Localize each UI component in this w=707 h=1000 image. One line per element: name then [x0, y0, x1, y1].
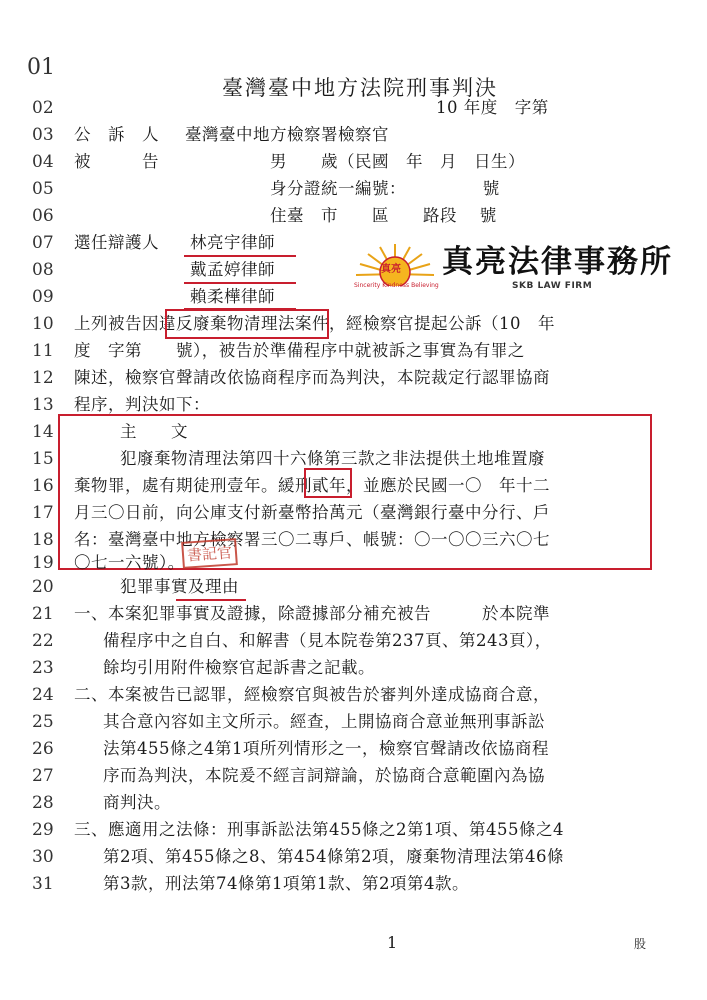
lawyer-2-underline — [184, 282, 296, 284]
line-number: 19 — [32, 553, 54, 573]
defendant-address: 住臺 市 區 路段 號 — [270, 206, 497, 225]
main-text-line-18: 名：臺灣臺中地方檢察署三〇二專戶、帳號：〇一〇〇三六〇七 — [74, 530, 550, 549]
line-number: 02 — [32, 98, 54, 118]
reasons-line-25: 其合意內容如主文所示。經查，上開協商合意並無刑事訴訟 — [103, 712, 545, 731]
line-number: 17 — [32, 503, 54, 523]
reasons-line-28: 商判決。 — [103, 793, 171, 812]
line-number: 31 — [32, 874, 54, 894]
page-code: 01 — [27, 55, 55, 80]
clerk-stamp: 書記官 — [181, 538, 238, 569]
main-text-line-17: 月三〇日前，向公庫支付新臺幣拾萬元（臺灣銀行臺中分行、戶 — [74, 503, 550, 522]
line-number: 05 — [32, 179, 54, 199]
firm-slogan: Sincerity Kindness Believing — [354, 282, 439, 289]
law-firm-logo — [350, 238, 680, 298]
case-number: 10 年度 字第 — [436, 98, 549, 117]
offense-highlight-box — [165, 309, 329, 339]
main-text-line-16-post: 貳年，並應於民國一〇 年十二 — [312, 476, 550, 495]
main-text-heading: 主 文 — [120, 422, 188, 441]
firm-name-en: SKB LAW FIRM — [512, 281, 593, 291]
reasons-line-26: 法第455條之4第1項所列情形之一，檢察官聲請改依協商程 — [103, 739, 549, 758]
intro-line-11: 度 字第 號），被告於準備程序中就被訴之事實為有罪之 — [74, 341, 525, 360]
line-number: 14 — [32, 422, 54, 442]
line-number: 21 — [32, 604, 54, 624]
reasons-line-27: 序而為判決，本院爰不經言詞辯論，於協商合意範圍內為協 — [103, 766, 545, 785]
intro-line-12: 陳述，檢察官聲請改依協商程序而為判決，本院裁定行認罪協商 — [74, 368, 550, 387]
line-number: 08 — [32, 260, 54, 280]
line-number: 16 — [32, 476, 54, 496]
logo-seal-text: 真亮 — [381, 264, 401, 275]
lawyer-3: 賴柔樺律師 — [190, 287, 275, 306]
reasons-line-31: 第3款，刑法第74條第1項第1款、第2項第4款。 — [103, 874, 469, 893]
reasons-heading: 犯罪事實及理由 — [120, 577, 239, 596]
line-number: 24 — [32, 685, 54, 705]
prosecutor-label: 公 訴 人 — [74, 125, 159, 144]
line-number: 22 — [32, 631, 54, 651]
probation-highlight: 緩刑 — [278, 476, 312, 495]
footer-division-mark: 股 — [634, 937, 647, 951]
defendant-id: 身分證統一編號： 號 — [270, 179, 500, 198]
line-number: 07 — [32, 233, 54, 253]
reasons-heading-underline — [176, 599, 246, 601]
line-number: 12 — [32, 368, 54, 388]
defendant-label: 被 告 — [74, 152, 159, 171]
intro-line-10-pre: 上列被告因 — [74, 314, 159, 333]
line-number: 13 — [32, 395, 54, 415]
line-number: 06 — [32, 206, 54, 226]
line-number: 09 — [32, 287, 54, 307]
reasons-line-21: 一、本案犯罪事實及證據，除證據部分補充被告 於本院準 — [74, 604, 550, 623]
line-number: 20 — [32, 577, 54, 597]
court-title: 臺灣臺中地方法院刑事判決 — [222, 76, 498, 100]
line-number: 04 — [32, 152, 54, 172]
offense-highlight: 違反廢棄物清理法 — [159, 314, 295, 333]
line-number: 28 — [32, 793, 54, 813]
prosecutor-name: 臺灣臺中地方檢察署檢察官 — [185, 125, 389, 144]
line-number: 27 — [32, 766, 54, 786]
line-number: 26 — [32, 739, 54, 759]
intro-line-10-post: 案件，經檢察官提起公訴（10 年 — [295, 314, 555, 333]
lawyer-2: 戴孟婷律師 — [190, 260, 275, 279]
reasons-line-23: 餘均引用附件檢察官起訴書之記載。 — [103, 658, 375, 677]
lawyer-1-underline — [184, 255, 296, 257]
intro-line-13: 程序，判決如下： — [74, 395, 210, 414]
lawyer-1: 林亮宇律師 — [190, 233, 275, 252]
line-number: 18 — [32, 530, 54, 550]
reasons-line-22: 備程序中之自白、和解書（見本院卷第237頁、第243頁）， — [103, 631, 552, 650]
line-number: 03 — [32, 125, 54, 145]
defense-label: 選任辯護人 — [74, 233, 159, 252]
line-number: 10 — [32, 314, 54, 334]
firm-name-cn: 真亮法律事務所 — [442, 244, 673, 280]
line-number: 29 — [32, 820, 54, 840]
main-text-line-16-pre: 棄物罪，處有期徒刑壹年。 — [74, 476, 278, 495]
reasons-line-29: 三、應適用之法條：刑事訴訟法第455條之2第1項、第455條之4 — [74, 820, 564, 839]
defendant-info: 男 歲（民國 年 月 日生） — [270, 152, 525, 171]
main-text-line-19: 〇七一六號）。 — [74, 553, 185, 572]
line-number: 15 — [32, 449, 54, 469]
probation-highlight-box — [304, 468, 352, 498]
line-number: 30 — [32, 847, 54, 867]
page-number: 1 — [387, 933, 398, 952]
line-number: 25 — [32, 712, 54, 732]
main-text-line-15: 犯廢棄物清理法第四十六條第三款之非法提供土地堆置廢 — [120, 449, 545, 468]
line-number: 23 — [32, 658, 54, 678]
line-number: 11 — [32, 341, 54, 361]
reasons-line-30: 第2項、第455條之8、第454條第2項，廢棄物清理法第46條 — [103, 847, 564, 866]
reasons-line-24: 二、本案被告已認罪，經檢察官與被告於審判外達成協商合意， — [74, 685, 550, 704]
